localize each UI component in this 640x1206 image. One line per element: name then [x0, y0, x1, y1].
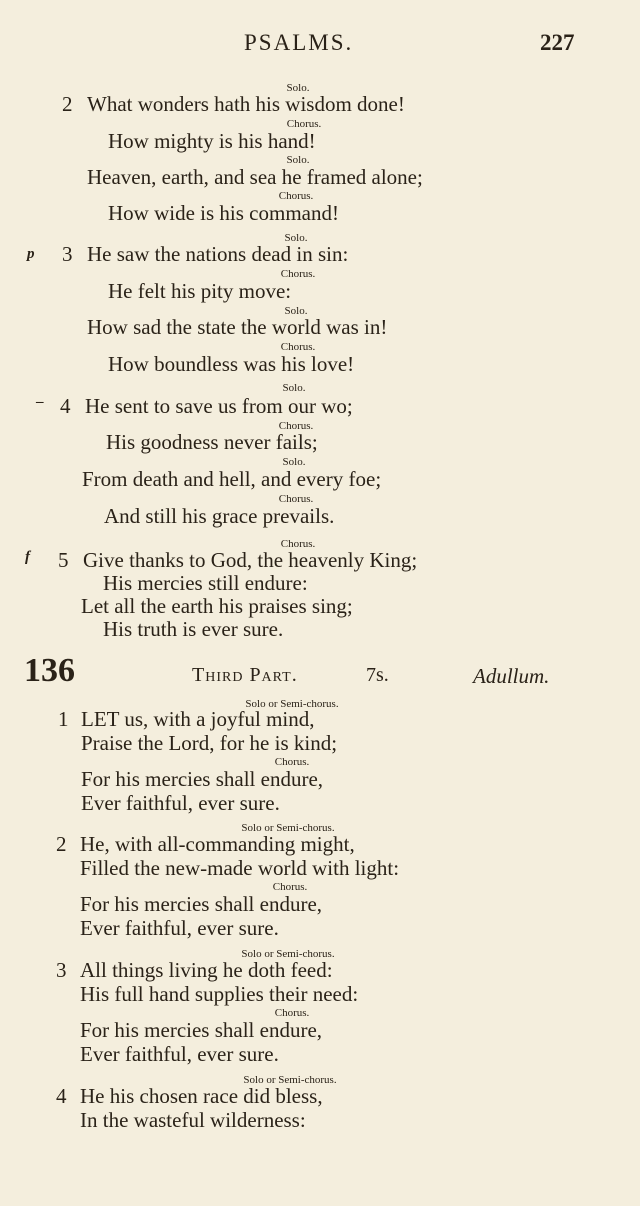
verse-line: What wonders hath his wisdom done!: [87, 92, 405, 116]
cue-chorus: Chorus.: [280, 341, 316, 353]
dynamic-mark: f: [25, 549, 30, 565]
verse-line: For his mercies shall endure,: [80, 1018, 323, 1042]
cue-solo-semi: Solo or Semi-chorus.: [241, 948, 335, 960]
verse-line: And still his grace prevails.: [104, 504, 335, 528]
verse-line: How wide is his command!: [108, 201, 339, 225]
verse-line: Let all the earth his praises sing;: [81, 594, 353, 618]
cue-solo: Solo.: [282, 456, 306, 468]
verse-number: 2: [56, 832, 67, 856]
hymn-number: 136: [24, 652, 75, 689]
verse-line: Ever faithful, ever sure.: [80, 916, 279, 940]
verse-line: For his mercies shall endure,: [80, 892, 323, 916]
cue-chorus: Chorus.: [274, 1007, 310, 1019]
verse-line: All things living he doth feed:: [80, 958, 333, 982]
cue-solo-semi: Solo or Semi-chorus.: [243, 1074, 337, 1086]
verse-line: How mighty is his hand!: [108, 129, 316, 153]
verse-line: His goodness never fails;: [106, 430, 318, 454]
verse-line: His mercies still endure:: [103, 571, 308, 595]
page-header-title: PSALMS.: [244, 30, 354, 55]
verse-line: How boundless was his love!: [108, 352, 355, 376]
hymn-tune: Adullum.: [473, 664, 550, 688]
cue-chorus: Chorus.: [274, 756, 310, 768]
verse-line: He his chosen race did bless,: [80, 1084, 323, 1108]
verse-number: 3: [62, 242, 73, 266]
dynamic-mark: –: [36, 394, 44, 410]
cue-solo: Solo.: [282, 382, 306, 394]
verse-line: Praise the Lord, for he is kind;: [81, 731, 338, 755]
dynamic-mark: p: [27, 246, 35, 262]
verse-number: 2: [62, 92, 73, 116]
verse-line: He saw the nations dead in sin:: [87, 242, 349, 266]
verse-line: He, with all-commanding might,: [80, 832, 355, 856]
cue-solo: Solo.: [284, 305, 308, 317]
cue-solo: Solo.: [284, 232, 308, 244]
verse-line: Ever faithful, ever sure.: [81, 791, 280, 815]
cue-chorus: Chorus.: [280, 538, 316, 550]
cue-solo: Solo.: [286, 82, 310, 94]
verse-line: Filled the new-made world with light:: [80, 856, 400, 880]
verse-line: Heaven, earth, and sea he framed alone;: [87, 165, 423, 189]
cue-chorus: Chorus.: [286, 118, 322, 130]
hymn-part: Third Part.: [192, 664, 298, 686]
verse-line: In the wasteful wilderness:: [80, 1108, 306, 1132]
verse-line: He felt his pity move:: [108, 279, 292, 303]
cue-solo-semi: Solo or Semi-chorus.: [241, 822, 335, 834]
page-number: 227: [540, 30, 575, 55]
verse-line: Give thanks to God, the heavenly King;: [83, 548, 418, 572]
verse-number: 4: [60, 394, 71, 418]
cue-chorus: Chorus.: [278, 420, 314, 432]
verse-number: 4: [56, 1084, 67, 1108]
verse-line: LET us, with a joyful mind,: [81, 707, 315, 731]
verse-line: His full hand supplies their need:: [80, 982, 359, 1006]
verse-line: His truth is ever sure.: [103, 617, 284, 641]
cue-chorus: Chorus.: [280, 268, 316, 280]
verse-line: He sent to save us from our wo;: [85, 394, 353, 418]
cue-solo: Solo.: [286, 154, 310, 166]
verse-number: 1: [58, 707, 69, 731]
cue-chorus: Chorus.: [278, 190, 314, 202]
cue-chorus: Chorus.: [278, 493, 314, 505]
hymn-meter: 7s.: [366, 664, 389, 686]
verse-line: From death and hell, and every foe;: [82, 467, 382, 491]
verse-line: Ever faithful, ever sure.: [80, 1042, 279, 1066]
cue-solo-semi: Solo or Semi-chorus.: [245, 698, 339, 710]
verse-number: 3: [56, 958, 67, 982]
verse-number: 5: [58, 548, 69, 572]
verse-line: For his mercies shall endure,: [81, 767, 324, 791]
cue-chorus: Chorus.: [272, 881, 308, 893]
verse-line: How sad the state the world was in!: [87, 315, 388, 339]
